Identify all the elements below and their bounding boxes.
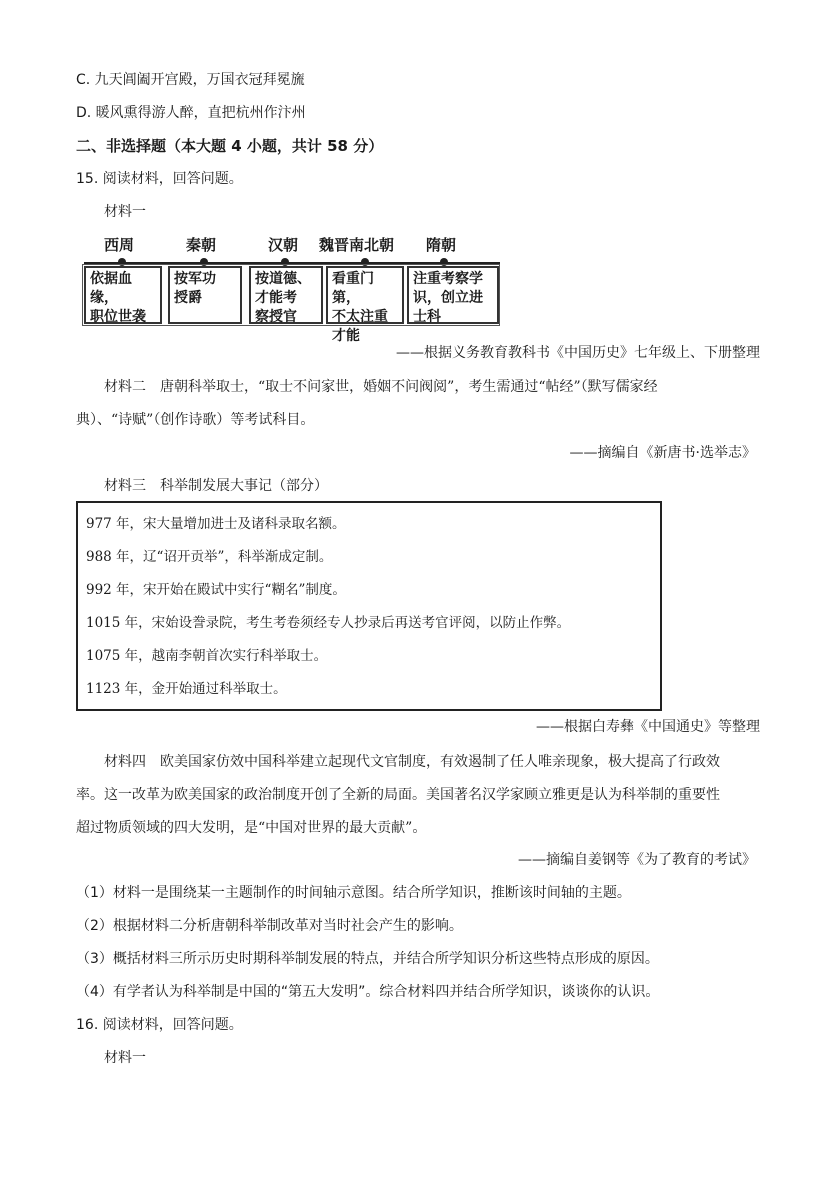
timeline-era: 西周 [104,236,135,254]
timeline-era: 汉朝 [268,236,299,254]
timeline-box-line: 才能考 [255,290,297,306]
timeline-box-line: 职位世袭 [90,309,146,325]
q16-prompt: 16. 阅读材料，回答问题。 [76,1017,243,1033]
timeline-era: 魏晋南北朝 [319,236,395,254]
option-d: D. 暖风熏得游人醉，直把杭州作汴州 [76,105,306,121]
event-item: 1075 年，越南李朝首次实行科举取士。 [86,648,328,664]
event-item: 977 年，宋大量增加进士及诸科录取名额。 [86,516,346,532]
timeline-box-line: 看重门第， [332,271,374,306]
material4-line: 率。这一改革为欧美国家的政治制度开创了全新的局面。美国著名汉学家顾立雅更是认为科举制的重要性 [76,787,720,803]
timeline-box [407,266,499,324]
event-item: 988 年，辽“诏开贡举”，科举渐成定制。 [86,549,333,565]
timeline-era: 秦朝 [186,236,217,254]
material3-source: ——根据白寿彝《中国通史》等整理 [536,719,760,735]
timeline-box [249,266,323,324]
material3-label: 材料三 科举制发展大事记（部分） [104,478,328,494]
event-item: 1123 年，金开始通过科举取士。 [86,681,287,697]
material4-line: 材料四 欧美国家仿效中国科举建立起现代文官制度，有效遏制了任人唯亲现象，极大提高了行政效 [104,754,720,770]
event-item: 992 年，宋开始在殿试中实行“糊名”制度。 [86,582,346,598]
timeline-box-line: 按军功 [174,271,216,287]
question-item: （3）概括材料三所示历史时期科举制发展的特点，并结合所学知识分析这些特点形成的原因。 [76,951,659,967]
timeline-box-line: 识，创立进 [413,290,483,306]
event-item: 1015 年，宋始设誊录院，考生考卷须经专人抄录后再送考官评阅，以防止作弊。 [86,615,571,631]
timeline-box-line: 按道德、 [255,271,311,287]
q15-prompt: 15. 阅读材料，回答问题。 [76,171,243,187]
q16-material1-label: 材料一 [104,1050,146,1066]
timeline-era: 隋朝 [426,236,457,254]
material2-line: 材料二 唐朝科举取士，“取士不问家世，婚姻不问阀阅”，考生需通过“帖经”（默写儒家经 [104,379,658,395]
timeline-box-line: 士科 [413,309,441,325]
material2-line: 典）、“诗赋”（创作诗歌）等考试科目。 [76,412,315,428]
timeline-box [168,266,242,324]
timeline-box [326,266,404,344]
timeline-box [84,266,162,324]
timeline-box-line: 注重考察学 [413,271,483,287]
timeline-box-line: 不太注重 [332,309,388,325]
material4-line: 超过物质领域的四大发明，是“中国对世界的最大贡献”。 [76,820,427,836]
question-item: （1）材料一是围绕某一主题制作的时间轴示意图。结合所学知识，推断该时间轴的主题。 [76,885,631,901]
material1-source: ——根据义务教育教科书《中国历史》七年级上、下册整理 [396,345,760,361]
option-c: C. 九天阊阖开宫殿，万国衣冠拜冕旒 [76,72,305,88]
timeline-box-line: 察授官 [255,309,297,325]
question-item: （2）根据材料二分析唐朝科举制改革对当时社会产生的影响。 [76,918,463,934]
timeline-box-line: 依据血缘， [90,271,132,306]
q15-material1-label: 材料一 [104,204,146,220]
timeline-box-line: 授爵 [174,290,202,306]
question-item: （4）有学者认为科举制是中国的“第五大发明”。综合材料四并结合所学知识，谈谈你的认识。 [76,984,660,1000]
timeline-box-line: 才能 [332,328,360,344]
material2-source: ——摘编自《新唐书·选举志》 [569,445,756,461]
section-title: 二、非选择题（本大题 4 小题，共计 58 分） [76,137,384,155]
material4-source: ——摘编自姜钢等《为了教育的考试》 [518,852,756,868]
